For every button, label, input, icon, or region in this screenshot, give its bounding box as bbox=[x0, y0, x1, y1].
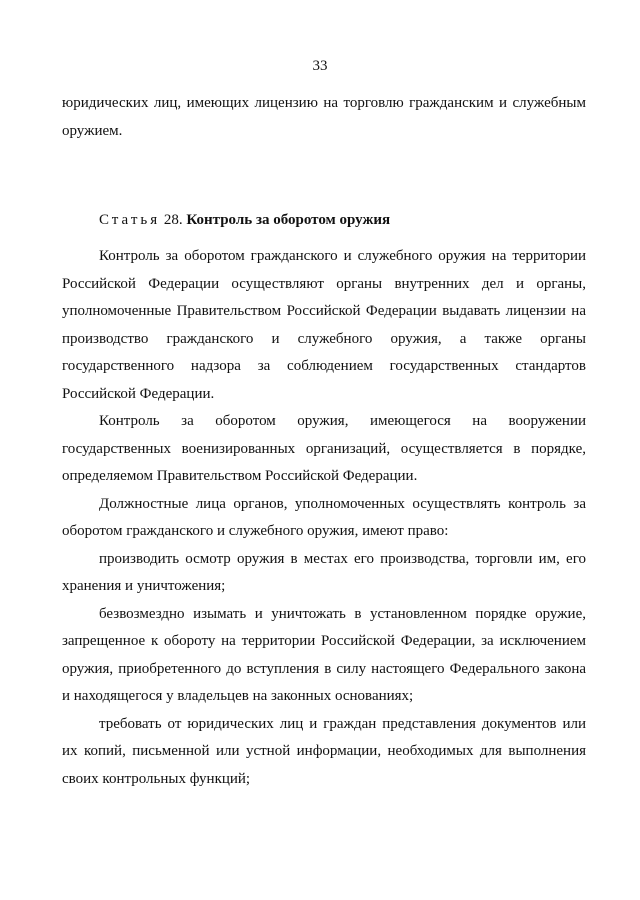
paragraph-3: Должностные лица органов, уполномоченных осуществлять контроль за оборотом гражданского и служебного оружия, имеют право: bbox=[62, 495, 586, 539]
article-label: Статья bbox=[99, 212, 161, 228]
paragraph-4: производить осмотр оружия в местах его производства, торговли им, его хранения и уничтожения; bbox=[62, 550, 586, 594]
paragraph-5: безвозмездно изымать и уничтожать в установленном порядке оружие, запрещенное к обороту на территории Российской Федерации, за исключением оружия, приобретенного до вступления в силу настоящего Федерального закона и находящегося у владельцев на законных основаниях; bbox=[62, 605, 586, 704]
article-title: Контроль за оборотом оружия bbox=[186, 212, 391, 228]
page-number: 33 bbox=[312, 58, 328, 74]
paragraph-1: Контроль за оборотом гражданского и служебного оружия на территории Российской Федерации осуществляют органы внутренних дел и органы, уполномоченные Правительством Российской Федерации выдавать лицензии на производство гражданского и служебного оружия, а также органы государственного надзора за соблюдением государственных стандартов Российской Федерации. bbox=[62, 248, 586, 402]
paragraph-2: Контроль за оборотом оружия, имеющегося на вооружении государственных военизированных организаций, осуществляется в порядке, определяемом Правительством Российской Федерации. bbox=[62, 413, 586, 484]
article-number: 28. bbox=[163, 212, 183, 228]
article-heading bbox=[99, 207, 587, 235]
continuation-paragraph: юридических лиц, имеющих лицензию на торговлю гражданским и служебным оружием. bbox=[62, 95, 586, 139]
article-body bbox=[62, 243, 586, 793]
paragraph-6: требовать от юридических лиц и граждан представления документов или их копий, письменной или устной информации, необходимых для выполнения своих контрольных функций; bbox=[62, 715, 586, 787]
continuation-text bbox=[62, 90, 586, 145]
